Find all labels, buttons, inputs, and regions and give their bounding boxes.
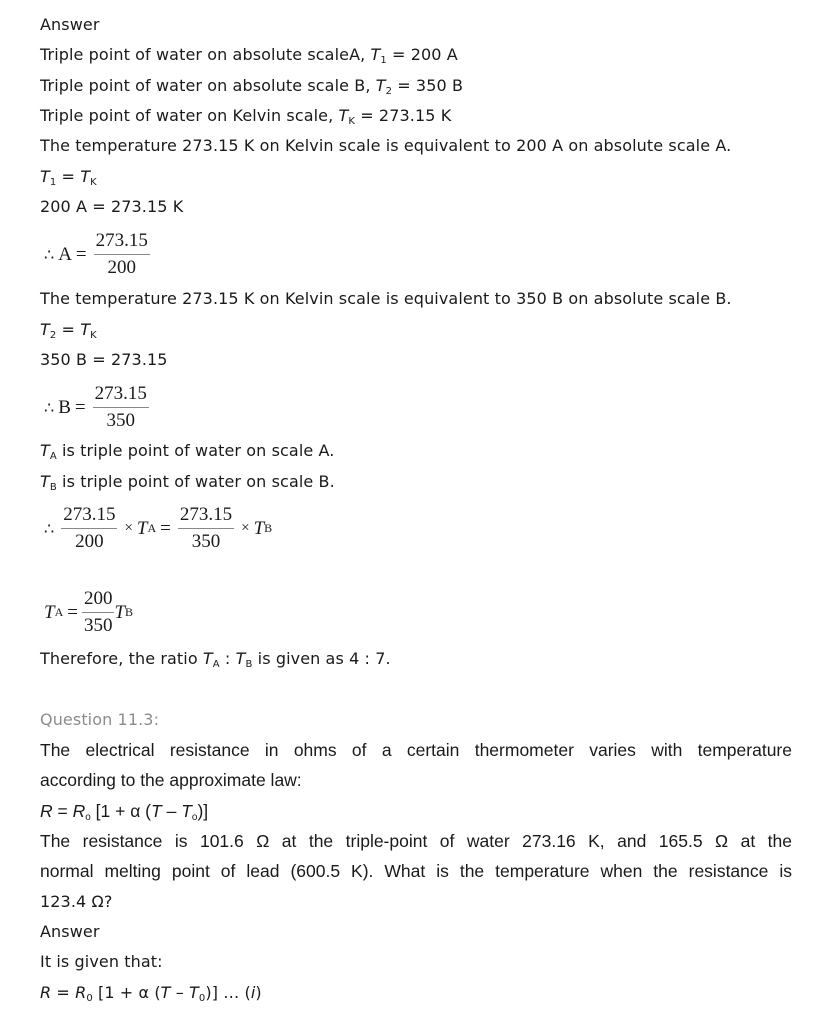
law-text: ) xyxy=(255,983,262,1002)
var-r: R xyxy=(72,801,86,821)
var-t: T xyxy=(370,45,381,64)
numerator: 273.15 xyxy=(93,383,149,408)
subscript: B xyxy=(245,659,253,670)
subscript: B xyxy=(125,605,134,619)
var-t: T xyxy=(375,76,386,95)
denominator: 350 xyxy=(83,615,113,636)
var-t: T xyxy=(181,801,192,821)
line-text: is given as 4 : 7. xyxy=(252,649,391,668)
text-line: 200 A = 273.15 K xyxy=(40,197,184,216)
therefore-symbol: ∴ xyxy=(44,246,55,264)
formula-lhs: A xyxy=(58,243,72,265)
formula-b xyxy=(44,383,152,432)
var-t: T xyxy=(151,801,162,821)
numerator: 273.15 xyxy=(178,504,234,529)
equation-ref: i xyxy=(250,983,256,1002)
subscript: B xyxy=(49,482,57,493)
line-text: is triple point of water on scale A. xyxy=(56,441,335,460)
denominator: 200 xyxy=(75,531,104,552)
equals: = xyxy=(56,320,81,339)
var-t: T xyxy=(40,167,50,186)
line-text: = 273.15 K xyxy=(355,106,452,125)
line-text: Therefore, the ratio xyxy=(40,649,203,668)
law-text: [1 + α ( xyxy=(90,801,152,821)
var-r: R xyxy=(75,983,87,1002)
var-t: T xyxy=(136,517,148,539)
var-r: R xyxy=(40,801,53,821)
therefore-symbol: ∴ xyxy=(44,399,55,417)
colon: : xyxy=(219,649,236,668)
numerator: 273.15 xyxy=(61,504,117,529)
times: × xyxy=(241,520,250,536)
line-text: Triple point of water on Kelvin scale, xyxy=(40,106,339,125)
numerator: 200 xyxy=(82,588,115,613)
equals: = xyxy=(74,396,86,418)
law-text: [1 + α ( xyxy=(92,983,161,1002)
text-line xyxy=(40,45,458,65)
equation-line xyxy=(40,167,97,187)
var-t: T xyxy=(202,649,213,668)
var-t: T xyxy=(338,106,349,125)
minus: – xyxy=(161,801,182,821)
subscript: A xyxy=(147,521,157,535)
subscript: o xyxy=(191,812,198,823)
formula-d xyxy=(44,588,133,637)
subscript: 2 xyxy=(385,86,393,97)
subscript: B xyxy=(264,521,273,535)
formula-c xyxy=(44,504,272,553)
numerator: 273.15 xyxy=(94,230,150,255)
therefore-symbol: ∴ xyxy=(44,520,55,538)
var-t: T xyxy=(80,320,91,339)
equals: = xyxy=(52,801,73,821)
equals: = xyxy=(67,601,78,623)
var-t: T xyxy=(253,517,265,539)
denominator: 200 xyxy=(107,257,137,278)
text-line: 350 B = 273.15 xyxy=(40,350,168,369)
subscript: K xyxy=(90,177,97,188)
answer-heading: Answer xyxy=(40,922,100,941)
formula-a xyxy=(44,230,153,279)
subscript: 1 xyxy=(380,55,387,66)
law-text: )] xyxy=(197,801,209,821)
subscript: 0 xyxy=(86,993,93,1004)
fraction xyxy=(61,504,117,553)
denominator: 350 xyxy=(106,410,135,431)
question-text-line: The electrical resistance in ohms of a certain thermometer varies with temperature xyxy=(40,740,792,760)
var-r: R xyxy=(40,983,52,1002)
subscript: o xyxy=(85,812,91,823)
line-text: = 200 A xyxy=(386,45,458,64)
answer-heading: Answer xyxy=(40,15,100,34)
text-line xyxy=(40,76,463,96)
fraction xyxy=(178,504,234,553)
equation-line xyxy=(40,320,97,340)
var-t: T xyxy=(235,649,246,668)
line-text: Triple point of water on absolute scale B, xyxy=(40,76,376,95)
conclusion-line xyxy=(40,649,391,669)
var-t: T xyxy=(40,320,50,339)
question-text-line: normal melting point of lead (600.5 K). What is the temperature when the resistance is xyxy=(40,861,792,881)
var-t: T xyxy=(189,983,199,1002)
var-t: T xyxy=(114,601,126,623)
subscript: 2 xyxy=(49,330,57,341)
var-t: T xyxy=(160,983,171,1002)
text-line xyxy=(40,106,451,126)
question-text-line: The resistance is 101.6 Ω at the triple-point of water 273.16 K, and 165.5 Ω at the xyxy=(40,831,792,851)
equals: = xyxy=(56,167,81,186)
question-heading: Question 11.3: xyxy=(40,710,160,729)
law-text: )] … ( xyxy=(205,983,251,1002)
subscript: 0 xyxy=(198,993,206,1004)
equals: = xyxy=(75,243,87,265)
equals: = xyxy=(51,983,76,1002)
times: × xyxy=(124,520,133,536)
line-text: = 350 B xyxy=(392,76,464,95)
var-t: T xyxy=(40,441,50,460)
line-text: is triple point of water on scale B. xyxy=(56,472,335,491)
minus: – xyxy=(170,983,190,1002)
text-line: The temperature 273.15 K on Kelvin scale is equivalent to 350 B on absolute scale B. xyxy=(40,289,732,308)
fraction xyxy=(93,383,149,432)
fraction xyxy=(82,588,115,637)
subscript: A xyxy=(49,451,57,462)
var-t: T xyxy=(44,601,55,623)
subscript: 1 xyxy=(49,177,57,188)
answer-law xyxy=(40,983,262,1003)
question-law xyxy=(40,801,792,821)
formula-lhs: B xyxy=(58,396,71,418)
text-line: The temperature 273.15 K on Kelvin scale is equivalent to 200 A on absolute scale A. xyxy=(40,136,732,155)
equals: = xyxy=(160,517,171,539)
subscript: A xyxy=(54,605,64,619)
var-t: T xyxy=(40,472,50,491)
denominator: 350 xyxy=(191,531,221,552)
text-line xyxy=(40,472,335,492)
fraction xyxy=(94,230,150,279)
subscript: K xyxy=(348,116,356,127)
var-t: T xyxy=(80,167,91,186)
question-text-line: 123.4 Ω? xyxy=(40,892,113,911)
question-text-line: according to the approximate law: xyxy=(40,770,302,790)
text-line: It is given that: xyxy=(40,952,163,971)
text-line xyxy=(40,441,334,461)
subscript: K xyxy=(90,330,97,341)
subscript: A xyxy=(212,659,220,670)
line-text: Triple point of water on absolute scaleA, xyxy=(40,45,371,64)
